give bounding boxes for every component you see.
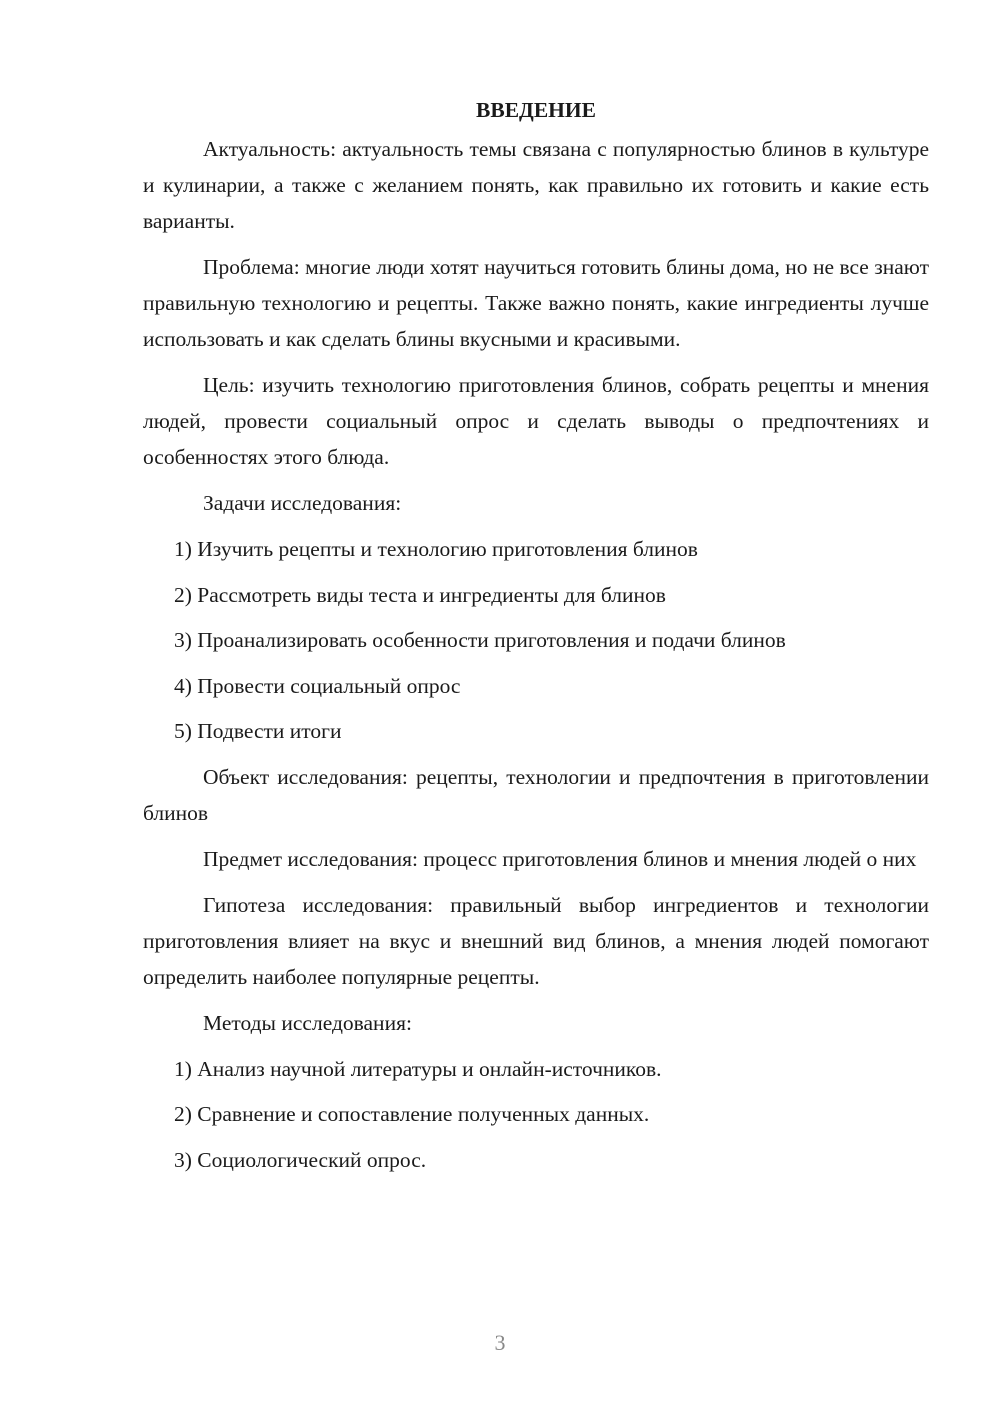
- document-page: [143, 92, 929, 1187]
- method-item: 3) Социологический опрос.: [174, 1147, 427, 1172]
- relevance-paragraph: Актуальность: актуальность темы связана с популярностью блинов в культуре и кулинарии, а также с желанием понять, как правильно их готовить и какие есть варианты.: [143, 137, 929, 233]
- object-paragraph: Объект исследования: рецепты, технологии и предпочтения в приготовлении блинов: [143, 764, 929, 825]
- page-number: 3: [494, 1330, 506, 1355]
- tasks-heading: Задачи исследования:: [203, 491, 402, 515]
- tasks-list: [143, 531, 929, 749]
- section-title: ВВЕДЕНИЕ: [476, 98, 596, 122]
- methods-heading: Методы исследования:: [203, 1010, 412, 1035]
- goal-paragraph: Цель: изучить технологию приготовления блинов, собрать рецепты и мнения людей, провести социальный опрос и сделать выводы о предпочтениях и особенностях этого блюда.: [143, 373, 929, 469]
- task-item: 1) Изучить рецепты и технологию приготовления блинов: [174, 537, 698, 561]
- subject-paragraph: Предмет исследования: процесс приготовления блинов и мнения людей о них: [203, 846, 917, 871]
- problem-paragraph: Проблема: многие люди хотят научиться готовить блины дома, но не все знают правильную технологию и рецепты. Также важно понять, какие ингредиенты лучше использовать и как сделать блины вкусными и красивыми.: [143, 255, 929, 351]
- task-item: 5) Подвести итоги: [174, 719, 342, 743]
- task-item: 4) Провести социальный опрос: [174, 673, 461, 698]
- methods-list: [143, 1051, 929, 1178]
- task-item: 3) Проанализировать особенности приготовления и подачи блинов: [174, 628, 786, 652]
- method-item: 1) Анализ научной литературы и онлайн-источников.: [174, 1056, 662, 1081]
- task-item: 2) Рассмотреть виды теста и ингредиенты для блинов: [174, 582, 666, 607]
- hypothesis-paragraph: Гипотеза исследования: правильный выбор ингредиентов и технологии приготовления влияет на вкус и внешний вид блинов, а мнения людей помогают определить наиболее популярные рецепты.: [143, 892, 929, 989]
- method-item: 2) Сравнение и сопоставление полученных данных.: [174, 1102, 650, 1126]
